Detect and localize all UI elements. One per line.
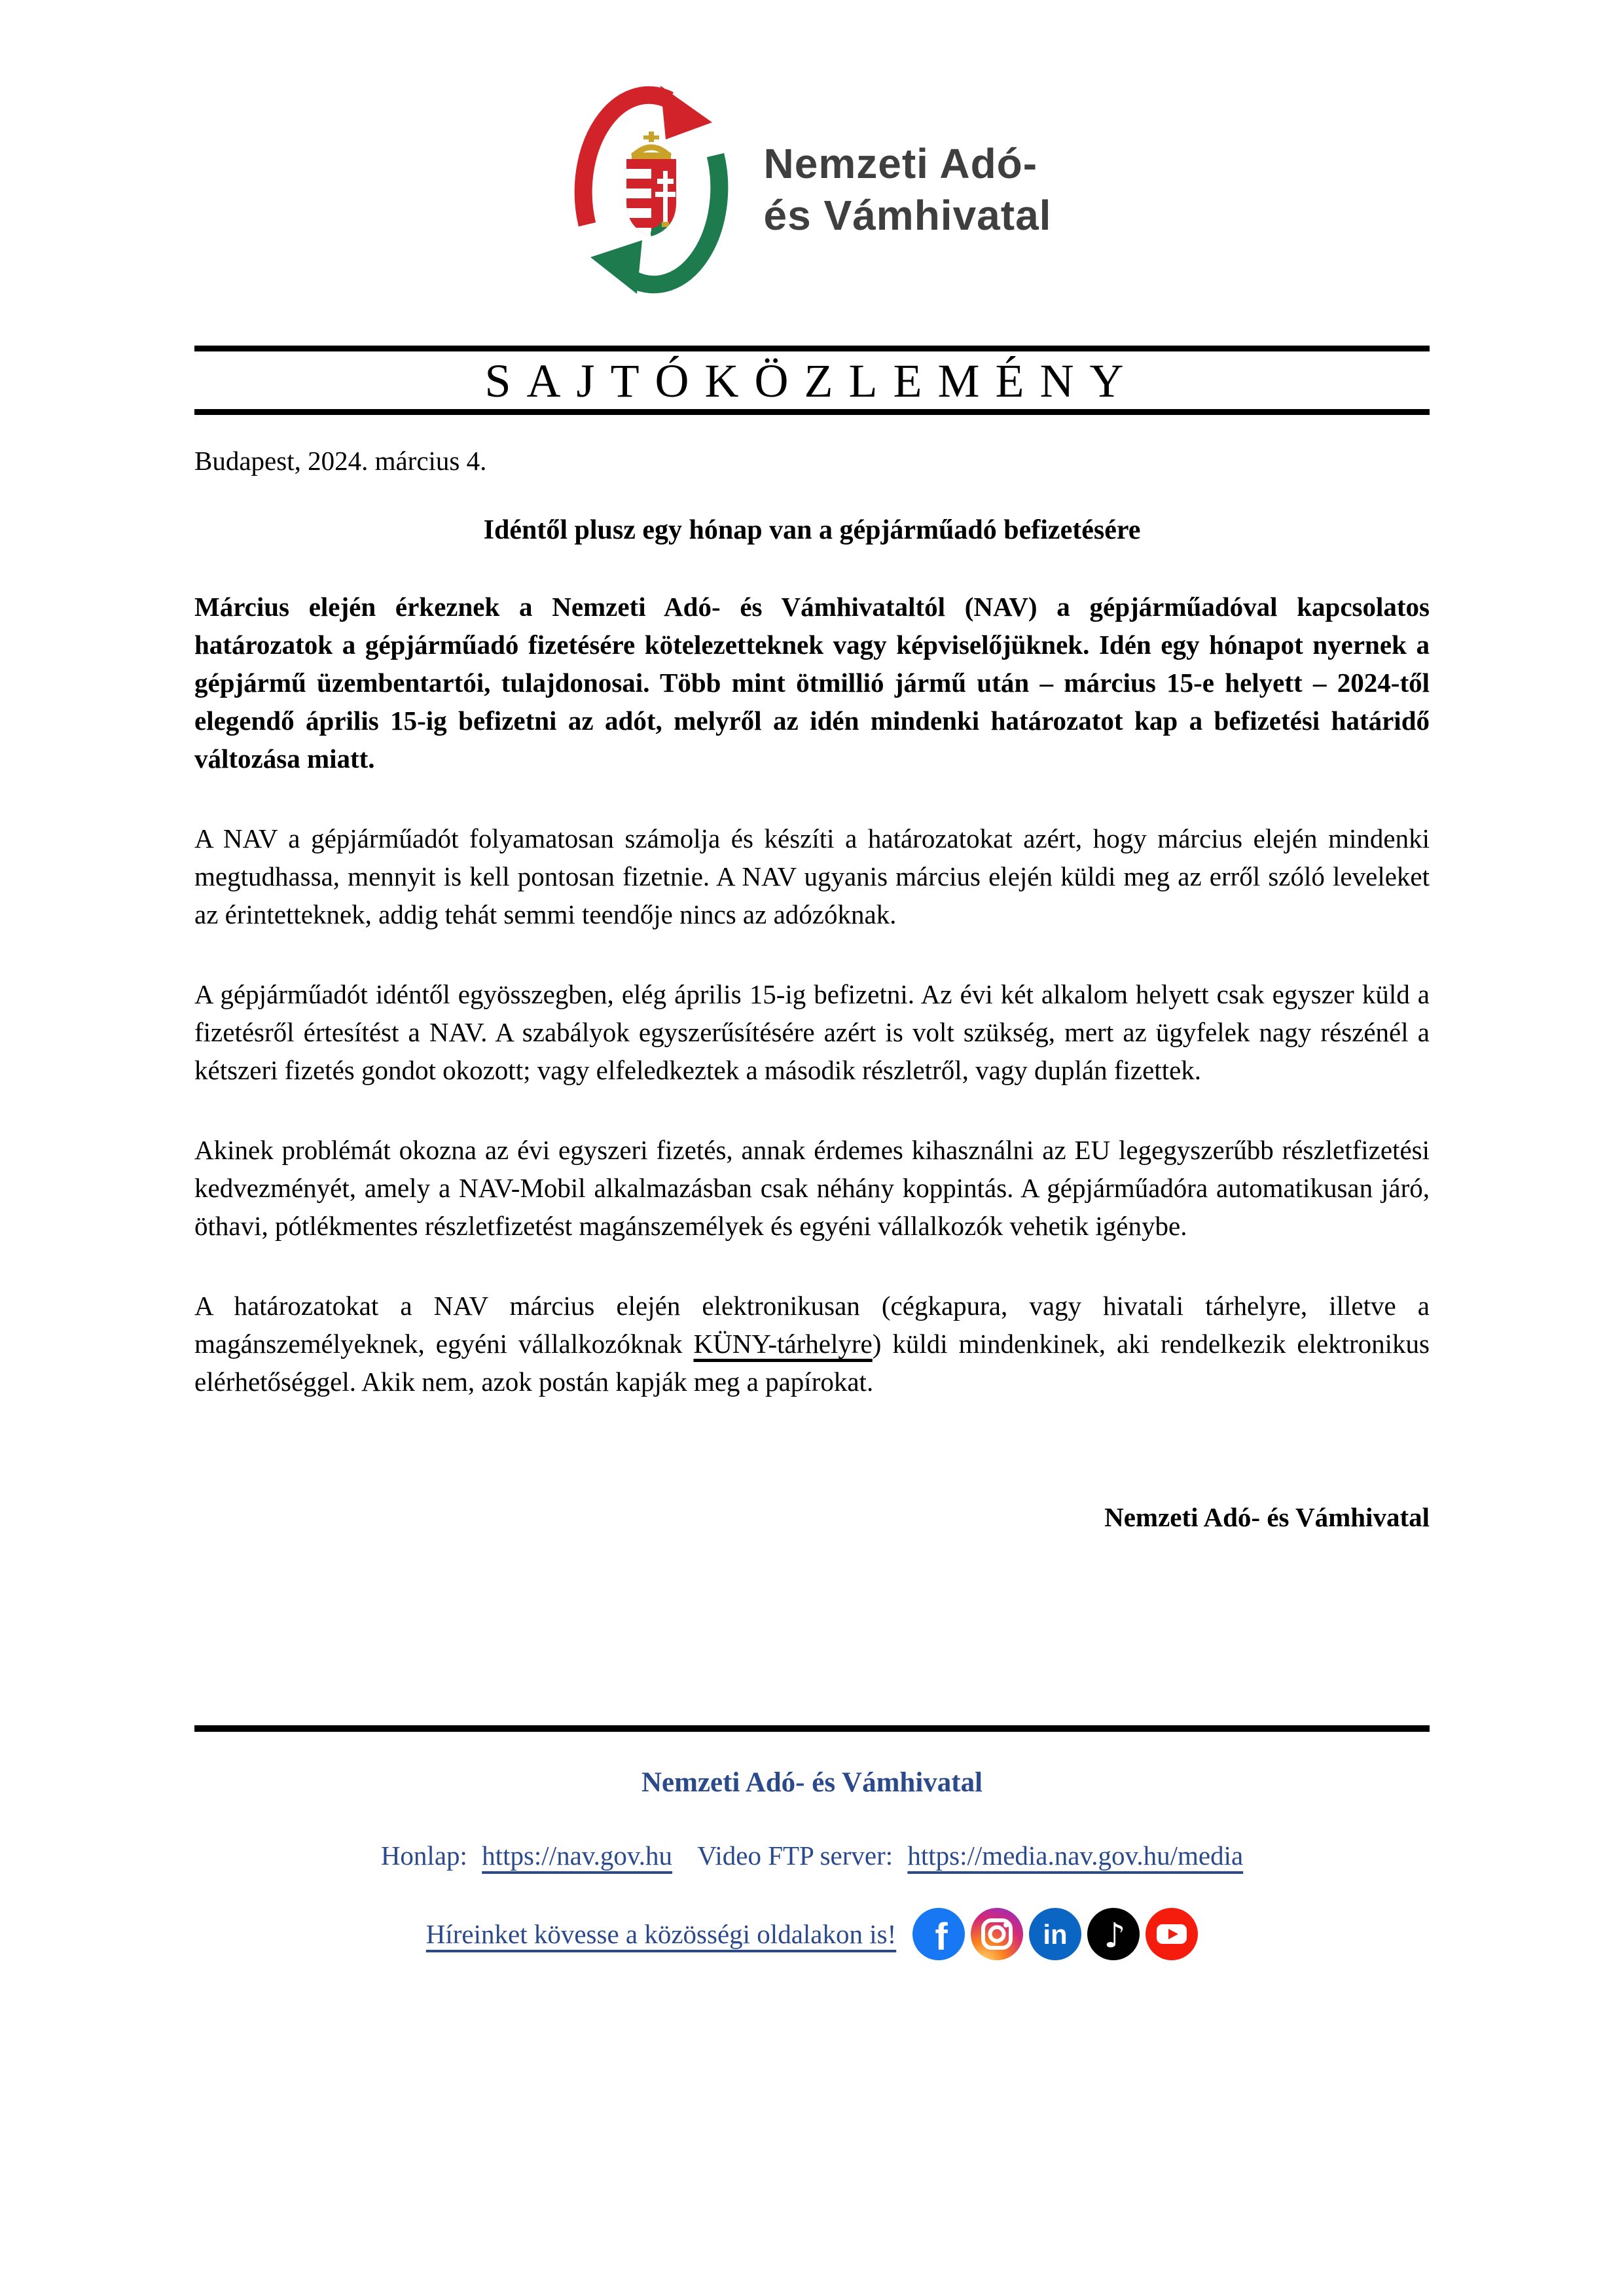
nav-logo xyxy=(194,80,1430,300)
facebook-icon[interactable] xyxy=(912,1908,965,1960)
article-title: Idéntől plusz egy hónap van a gépjárműadó befizetésére xyxy=(483,515,1141,545)
nav-logo-wordmark-line2: és Vámhivatal xyxy=(763,192,1052,239)
dateline: Budapest, 2024. március 4. xyxy=(194,446,487,476)
press-release-heading: SAJTÓKÖZLEMÉNY xyxy=(484,355,1140,407)
nav-logo-wordmark xyxy=(764,138,1052,242)
svg-text:♪: ♪ xyxy=(1104,1916,1126,1956)
kuny-tarhely-underlined-text: KÜNY-tárhelyre xyxy=(693,1329,873,1359)
nav-logo-wordmark-line1: Nemzeti Adó- xyxy=(763,140,1038,187)
signature: Nemzeti Adó- és Vámhivatal xyxy=(1104,1502,1430,1532)
footer-links xyxy=(194,1838,1430,1874)
tiktok-icon[interactable] xyxy=(1087,1908,1140,1960)
social-row xyxy=(194,1908,1430,1960)
header-rule-top xyxy=(194,346,1430,351)
homepage-label: Honlap: xyxy=(380,1840,467,1871)
logo-green-arrowhead xyxy=(590,240,642,294)
svg-text:f: f xyxy=(935,1916,948,1958)
footer-rule xyxy=(194,1725,1430,1732)
homepage-link[interactable]: https://nav.gov.hu xyxy=(482,1840,672,1871)
footer xyxy=(194,1725,1430,1960)
social-follow-link[interactable]: Híreinket kövesse a közösségi oldalakon is! xyxy=(425,1919,897,1949)
logo-red-arrowhead xyxy=(660,86,712,139)
body-paragraph-4-text-before: A határozatokat a NAV március elején elektronikusan (cégkapura, vagy hivatali tárhelyre, illetve a magánszemélyeknek, egyéni vállalkozóknak xyxy=(194,1291,1430,1359)
hungarian-coat-of-arms xyxy=(626,132,679,241)
body-paragraph-3: Akinek problémát okozna az évi egyszeri fizetés, annak érdemes kihasználni az EU legegyszerűbb részletfizetési kedvezményét, amely a NAV-Mobil alkalmazásban csak néhány koppintás. A gépjárműadóra automatikusan járó, öthavi, pótlékmentes részletfizetést magánszemélyek és egyéni vállalkozók vehetik igénybe. xyxy=(194,1135,1430,1241)
header-rule-bottom xyxy=(194,409,1430,415)
body-paragraph-4 xyxy=(194,1287,1430,1401)
body-paragraph-4-text-after: ) küldi mindenkinek, aki rendelkezik elektronikus elérhetőséggel. Akik nem, azok postán kapják meg a papírokat. xyxy=(194,1329,1430,1397)
nav-logo-mark xyxy=(573,82,730,298)
video-ftp-link[interactable]: https://media.nav.gov.hu/media xyxy=(907,1840,1244,1871)
svg-text:in: in xyxy=(1043,1919,1068,1950)
linkedin-icon[interactable] xyxy=(1029,1908,1081,1960)
video-ftp-label: Video FTP server: xyxy=(697,1840,893,1871)
lead-paragraph: Március elején érkeznek a Nemzeti Adó- és Vámhivataltól (NAV) a gépjárműadóval kapcsolatos határozatok a gépjárműadó fizetésére kötelezetteknek vagy képviselőjüknek. Idén egy hónapot nyernek a gépjármű üzembentartói, tulajdonosai. Több mint ötmillió jármű után – március 15-e helyett – 2024-től elegendő április 15-ig befizetni az adót, melyről az idén mindenki határozatot kap a befizetési határidő változása miatt. xyxy=(194,592,1430,774)
footer-org-name: Nemzeti Adó- és Vámhivatal xyxy=(641,1767,983,1798)
instagram-icon[interactable] xyxy=(971,1908,1023,1960)
body-paragraph-1: A NAV a gépjárműadót folyamatosan számolja és készíti a határozatokat azért, hogy március elején mindenki megtudhassa, mennyit is kell pontosan fizetnie. A NAV ugyanis március elején küldi meg az erről szóló leveleket az érintetteknek, addig tehát semmi teendője nincs az adózóknak. xyxy=(194,823,1430,929)
body-paragraph-2: A gépjárműadót idéntől egyösszegben, elég április 15-ig befizetni. Az évi két alkalom helyett csak egyszer küld a fizetésről értesítést a NAV. A szabályok egyszerűsítésére azért is volt szükség, mert az ügyfelek nagy részénél a kétszeri fizetés gondot okozott; vagy elfeledkeztek a második részletről, vagy duplán fizettek. xyxy=(194,979,1430,1085)
youtube-icon[interactable] xyxy=(1146,1908,1198,1960)
